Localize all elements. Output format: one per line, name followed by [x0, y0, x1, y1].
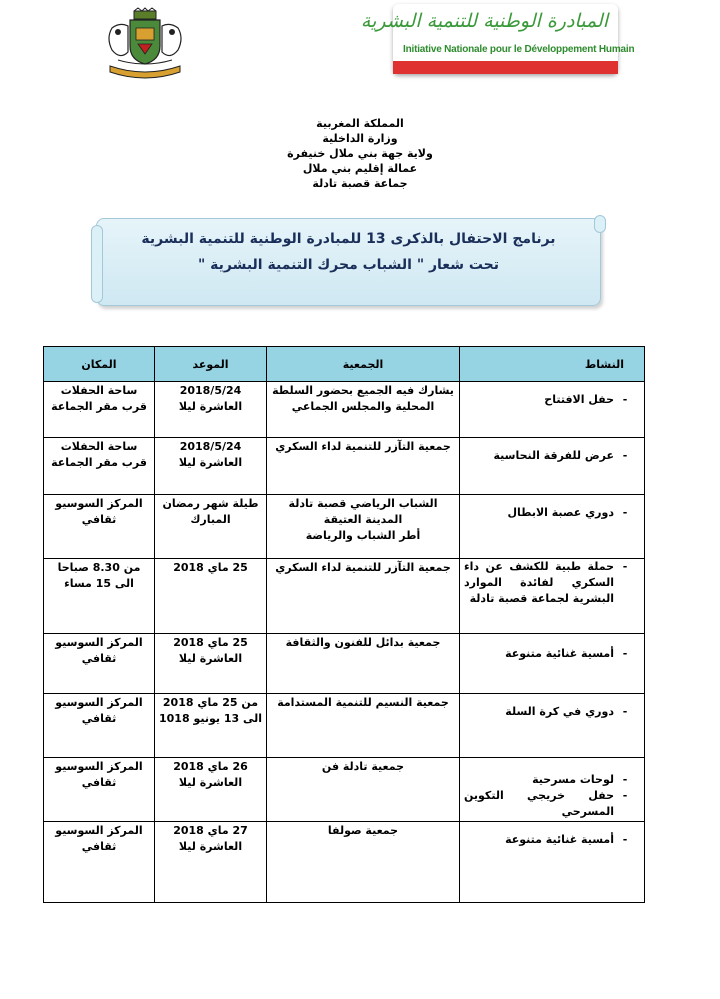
activity-cell: [460, 634, 645, 694]
activity-cell: [460, 758, 645, 822]
place-cell: [44, 758, 155, 822]
organization-cell: [267, 559, 460, 634]
date-cell: [155, 822, 267, 903]
bullet-dash: -: [622, 833, 628, 846]
header-activity: النشاط: [460, 347, 645, 382]
place-cell-text: المركز السوسيو ثقافي: [55, 760, 143, 789]
date-cell-text: 25 ماي 2018 العاشرة ليلا: [173, 636, 248, 665]
activity-item: [464, 704, 636, 720]
bullet-dash: -: [622, 705, 628, 718]
date-cell: [155, 438, 267, 495]
activity-item: [464, 559, 636, 607]
date-cell-text: 27 ماي 2018 العاشرة ليلا: [173, 824, 248, 853]
table-row: [44, 559, 645, 634]
table-row: [44, 694, 645, 758]
date-cell-text: طيلة شهر رمضان المبارك: [162, 497, 259, 526]
table-row: [44, 495, 645, 559]
indh-logo-red-bar: [393, 61, 618, 74]
program-table: [43, 346, 645, 903]
organization-cell: [267, 438, 460, 495]
authority-line: المملكة المغربية: [316, 117, 404, 130]
place-cell-text: ساحة الحفلات قرب مقر الجماعة: [51, 384, 147, 413]
organization-cell-text: جمعية التآزر للتنمية لداء السكري: [275, 440, 451, 453]
date-cell: [155, 634, 267, 694]
indh-logo: [360, 4, 635, 74]
program-title-banner: [96, 218, 601, 306]
date-cell: [155, 694, 267, 758]
activity-text: أمسية غنائية متنوعة: [505, 833, 614, 846]
place-cell-text: ساحة الحفلات قرب مقر الجماعة: [51, 440, 147, 469]
date-cell: [155, 758, 267, 822]
place-cell-text: من 8.30 صباحا الى 15 مساء: [57, 561, 141, 590]
organization-cell-text: جمعية بدائل للفنون والثقافة: [285, 636, 441, 649]
organization-cell-text: يشارك فيه الجميع بحضور السلطة المحلية والمجلس الجماعي: [272, 384, 454, 413]
place-cell-text: المركز السوسيو ثقافي: [55, 636, 143, 665]
organization-cell: [267, 694, 460, 758]
authority-line: وزارة الداخلية: [322, 132, 398, 145]
activity-item: [464, 772, 636, 788]
table-row: [44, 822, 645, 903]
activity-text: حفل الافتتاح: [544, 393, 614, 406]
activity-item: [464, 788, 636, 820]
organization-cell-text: جمعية صولفا: [327, 824, 399, 837]
date-cell: [155, 559, 267, 634]
organization-cell: [267, 495, 460, 559]
bullet-dash: -: [622, 789, 628, 802]
banner-title: برنامج الاحتفال بالذكرى 13 للمبادرة الوطنية للتنمية البشرية: [141, 231, 556, 247]
activity-cell: [460, 822, 645, 903]
date-cell-text: 26 ماي 2018 العاشرة ليلا: [173, 760, 248, 789]
organization-cell-text: جمعية تادلة فن: [321, 760, 405, 773]
table-row: [44, 382, 645, 438]
place-cell: [44, 438, 155, 495]
authority-line: ولاية جهة بني ملال خنيفرة: [287, 147, 433, 160]
place-cell-text: المركز السوسيو ثقافي: [55, 824, 143, 853]
organization-cell: [267, 758, 460, 822]
authority-line: جماعة قصبة تادلة: [312, 177, 408, 190]
activity-cell: [460, 559, 645, 634]
activity-cell: [460, 694, 645, 758]
bullet-dash: -: [622, 449, 628, 462]
date-cell: [155, 495, 267, 559]
activity-cell: [460, 495, 645, 559]
activity-text: دوري في كرة السلة: [505, 705, 614, 718]
activity-text: أمسية غنائية متنوعة: [505, 647, 614, 660]
place-cell: [44, 495, 155, 559]
bullet-dash: -: [622, 560, 628, 573]
place-cell: [44, 382, 155, 438]
bullet-dash: -: [622, 506, 628, 519]
date-cell-text: 25 ماي 2018: [173, 561, 248, 574]
date-cell-text: 2018/5/24 العاشرة ليلا: [178, 384, 243, 413]
activity-cell: [460, 438, 645, 495]
place-cell: [44, 559, 155, 634]
place-cell: [44, 694, 155, 758]
table-row: [44, 438, 645, 495]
activity-text: لوحات مسرحية: [532, 773, 614, 786]
organization-cell-text: الشباب الرياضي قصبة تادلة المدينة العتيقة أطر الشباب والرياضة: [288, 497, 438, 542]
activity-item: [464, 646, 636, 662]
header-organization: الجمعية: [267, 347, 460, 382]
authority-header: [240, 116, 480, 191]
header-date: الموعد: [155, 347, 267, 382]
activity-cell: [460, 382, 645, 438]
place-cell-text: المركز السوسيو ثقافي: [55, 497, 143, 526]
activity-text: حملة طبية للكشف عن داء السكري لفائدة الموارد البشرية لجماعة قصبة تادلة: [464, 560, 614, 605]
place-cell-text: المركز السوسيو ثقافي: [55, 696, 143, 725]
indh-logo-arabic: المبادرة الوطنية للتنمية البشرية: [360, 10, 608, 32]
organization-cell: [267, 382, 460, 438]
banner-slogan: تحت شعار " الشباب محرك التنمية البشرية ": [197, 257, 500, 273]
activity-text: حفل خريجي التكوين المسرحي: [464, 789, 614, 818]
table-row: [44, 634, 645, 694]
activity-item: [464, 392, 636, 408]
indh-logo-french: Initiative Nationale pour le Développement Humain: [403, 44, 635, 55]
organization-cell-text: جمعية النسيم للتنمية المستدامة: [277, 696, 449, 709]
activity-text: دوري عصبة الابطال: [507, 506, 614, 519]
authority-line: عمالة إقليم بني ملال: [302, 162, 418, 175]
organization-cell: [267, 822, 460, 903]
table-row: [44, 758, 645, 822]
date-cell: [155, 382, 267, 438]
activity-item: [464, 448, 636, 464]
date-cell-text: 2018/5/24 العاشرة ليلا: [178, 440, 243, 469]
bullet-dash: -: [622, 773, 628, 786]
activity-item: [464, 832, 636, 848]
header-place: المكان: [44, 347, 155, 382]
organization-cell: [267, 634, 460, 694]
place-cell: [44, 822, 155, 903]
place-cell: [44, 634, 155, 694]
coat-of-arms-logo: [100, 8, 190, 80]
bullet-dash: -: [622, 393, 628, 406]
table-header-row: [44, 347, 645, 382]
bullet-dash: -: [622, 647, 628, 660]
activity-text: عرض للفرقة النحاسية: [493, 449, 614, 462]
organization-cell-text: جمعية التآزر للتنمية لداء السكري: [275, 561, 451, 574]
date-cell-text: من 25 ماي 2018 الى 13 يونيو 1018: [159, 696, 262, 725]
activity-item: [464, 505, 636, 521]
